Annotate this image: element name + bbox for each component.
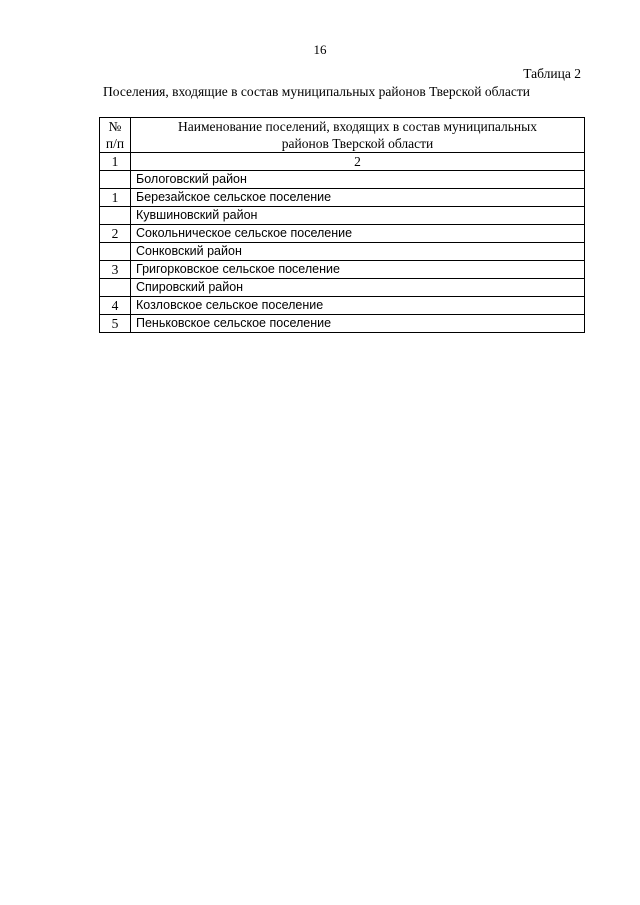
row-number-cell <box>100 243 131 261</box>
district-row <box>100 207 585 225</box>
district-name-cell: Кувшиновский район <box>131 207 585 225</box>
settlement-name-cell: Сокольническое сельское поселение <box>131 225 585 243</box>
table-header-row <box>100 118 585 153</box>
settlement-row <box>100 189 585 207</box>
row-number-cell: 3 <box>100 261 131 279</box>
settlement-row <box>100 297 585 315</box>
settlement-name-cell: Пеньковское сельское поселение <box>131 315 585 333</box>
header-name-line1: Наименование поселений, входящих в состав муниципальных <box>178 119 537 134</box>
settlement-row <box>100 261 585 279</box>
page-number: 16 <box>313 42 327 57</box>
settlement-row <box>100 225 585 243</box>
header-name-cell <box>131 118 585 153</box>
header-number-line1: № <box>108 119 122 134</box>
row-number-cell <box>100 207 131 225</box>
row-number-cell: 2 <box>100 225 131 243</box>
column-index-name: 2 <box>131 153 585 171</box>
header-number-line2: п/п <box>105 136 125 151</box>
settlement-name-cell: Григорковское сельское поселение <box>131 261 585 279</box>
district-row <box>100 279 585 297</box>
row-number-cell: 4 <box>100 297 131 315</box>
settlement-row <box>100 315 585 333</box>
district-row <box>100 171 585 189</box>
district-name-cell: Бологовский район <box>131 171 585 189</box>
column-index-num: 1 <box>100 153 131 171</box>
header-name-line2: районов Тверской области <box>281 136 434 151</box>
row-number-cell: 1 <box>100 189 131 207</box>
row-number-cell <box>100 279 131 297</box>
document-title: Поселения, входящие в состав муниципальных районов Тверской области <box>103 84 531 99</box>
table-label: Таблица 2 <box>523 66 581 81</box>
settlements-table <box>99 117 585 333</box>
settlement-name-cell: Козловское сельское поселение <box>131 297 585 315</box>
district-name-cell: Спировский район <box>131 279 585 297</box>
district-row <box>100 243 585 261</box>
settlement-name-cell: Березайское сельское поселение <box>131 189 585 207</box>
column-index-row <box>100 153 585 171</box>
row-number-cell: 5 <box>100 315 131 333</box>
row-number-cell <box>100 171 131 189</box>
header-number-cell <box>100 118 131 153</box>
district-name-cell: Сонковский район <box>131 243 585 261</box>
